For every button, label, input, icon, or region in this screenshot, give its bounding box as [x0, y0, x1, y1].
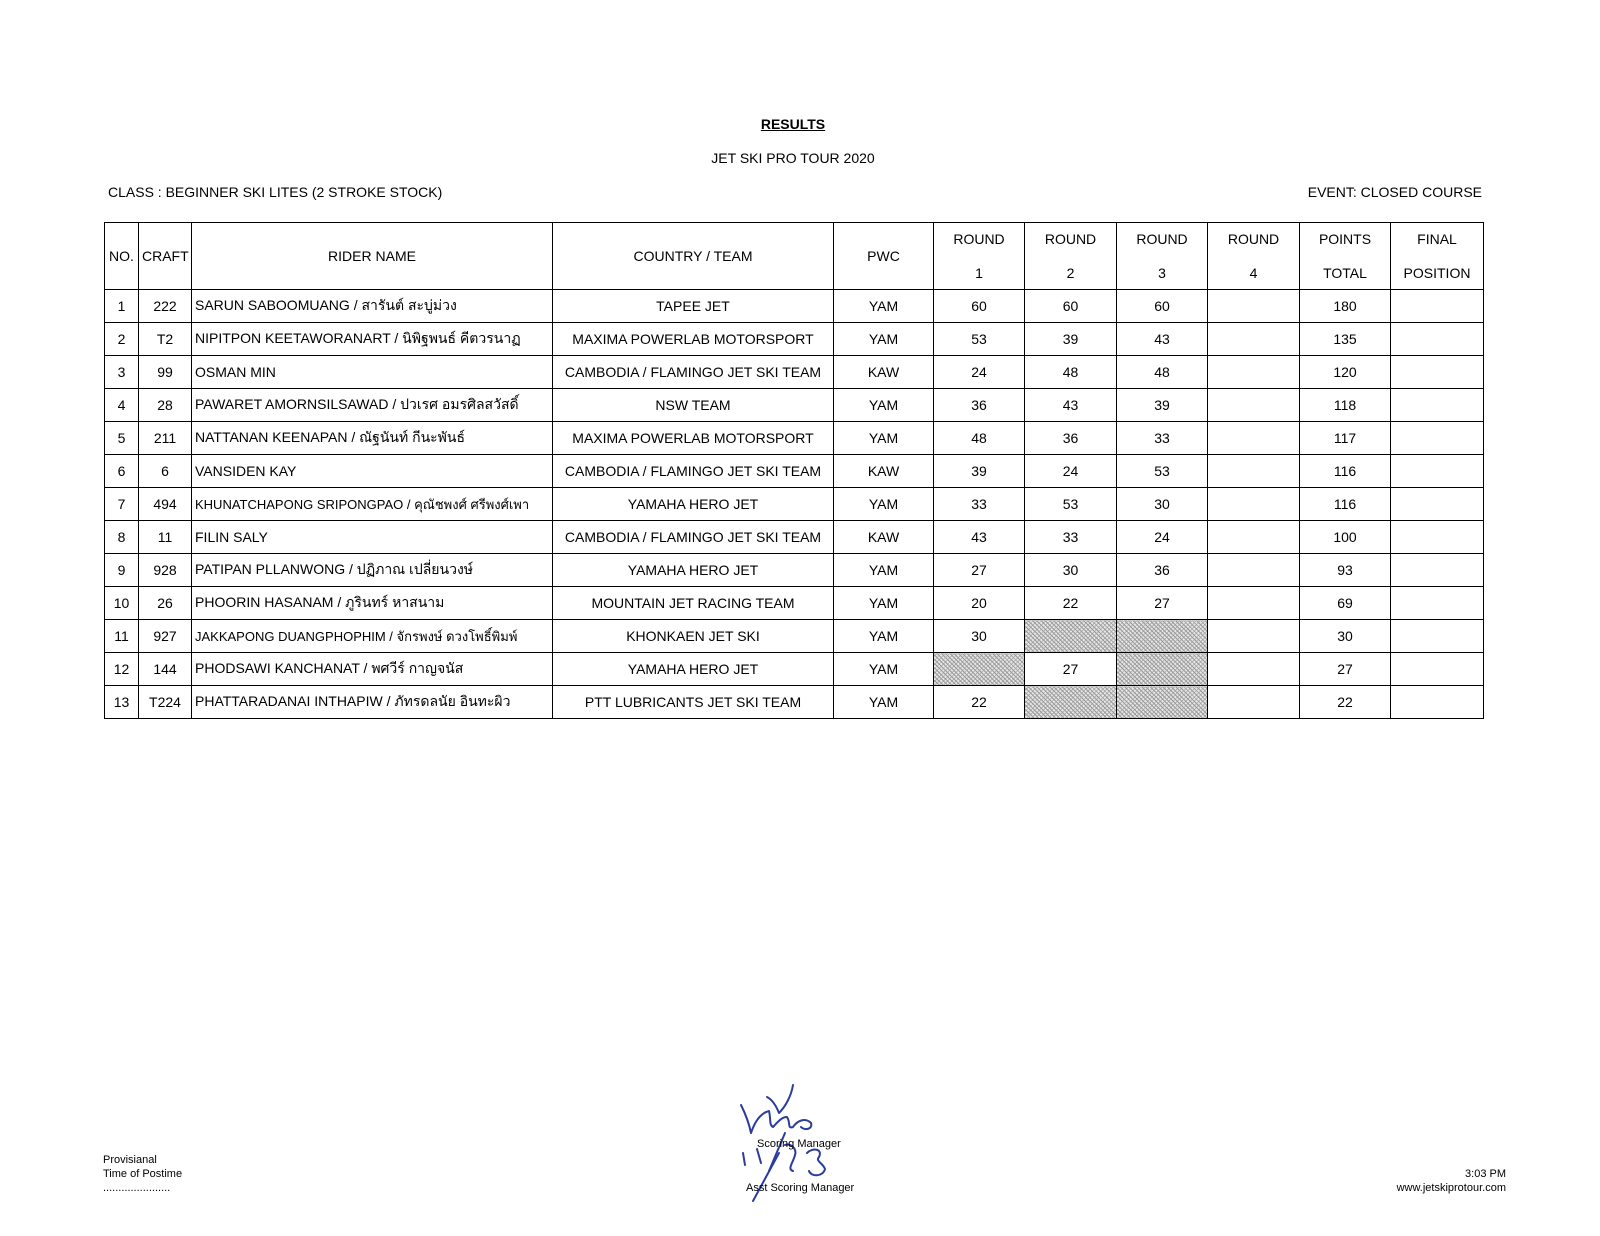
header-round-1-bottom: 1 — [975, 265, 983, 281]
header-rider-name: RIDER NAME — [192, 223, 553, 290]
cell-round-3-no-result — [1117, 620, 1208, 653]
cell-team: MAXIMA POWERLAB MOTORSPORT — [553, 422, 834, 455]
cell-rider-name: PHATTARADANAI INTHAPIW / ภัทรดลนัย อินทะผิว — [192, 686, 553, 719]
cell-round-2: 27 — [1025, 653, 1117, 686]
scoring-manager-label: Scoring Manager — [757, 1138, 841, 1150]
cell-round-2-no-result — [1025, 620, 1117, 653]
cell-round-2: 30 — [1025, 554, 1117, 587]
cell-round-3: 27 — [1117, 587, 1208, 620]
cell-points-total: 116 — [1300, 455, 1391, 488]
provisional-note — [103, 1153, 182, 1195]
cell-points-total: 22 — [1300, 686, 1391, 719]
cell-round-3: 24 — [1117, 521, 1208, 554]
cell-final-position — [1391, 488, 1484, 521]
cell-round-2: 53 — [1025, 488, 1117, 521]
table-row — [105, 488, 1484, 521]
header-final-position — [1391, 223, 1484, 290]
table-row — [105, 323, 1484, 356]
cell-pwc: YAM — [834, 620, 934, 653]
cell-round-1: 30 — [934, 620, 1025, 653]
cell-pwc: YAM — [834, 686, 934, 719]
cell-rider-name: NIPITPON KEETAWORANART / นิพิฐพนธ์ คีตวรนาฏ — [192, 323, 553, 356]
cell-no: 7 — [105, 488, 139, 521]
cell-final-position — [1391, 587, 1484, 620]
cell-round-2: 39 — [1025, 323, 1117, 356]
cell-points-total: 180 — [1300, 290, 1391, 323]
cell-round-2: 33 — [1025, 521, 1117, 554]
cell-craft: 211 — [139, 422, 192, 455]
cell-round-4 — [1208, 686, 1300, 719]
cell-craft: 11 — [139, 521, 192, 554]
provisional-label: Provisianal — [103, 1154, 157, 1166]
header-round-1-top: ROUND — [953, 231, 1005, 247]
cell-final-position — [1391, 620, 1484, 653]
cell-rider-name: PAWARET AMORNSILSAWAD / ปวเรศ อมรศิลสวัสดิ์ — [192, 389, 553, 422]
cell-no: 2 — [105, 323, 139, 356]
website-link[interactable]: www.jetskiprotour.com — [1396, 1182, 1506, 1194]
cell-points-total: 30 — [1300, 620, 1391, 653]
header-round-3 — [1117, 223, 1208, 290]
header-round-3-bottom: 3 — [1158, 265, 1166, 281]
cell-round-3: 30 — [1117, 488, 1208, 521]
cell-round-2: 22 — [1025, 587, 1117, 620]
cell-team: NSW TEAM — [553, 389, 834, 422]
cell-craft: 928 — [139, 554, 192, 587]
cell-round-2: 43 — [1025, 389, 1117, 422]
cell-round-4 — [1208, 323, 1300, 356]
cell-rider-name: KHUNATCHAPONG SRIPONGPAO / คุณัชพงศ์ ศรีพงศ์เพา — [192, 488, 553, 521]
cell-round-1: 43 — [934, 521, 1025, 554]
cell-team: MAXIMA POWERLAB MOTORSPORT — [553, 323, 834, 356]
cell-points-total: 135 — [1300, 323, 1391, 356]
time-of-postime-blank: ...................... — [103, 1182, 171, 1194]
cell-round-4 — [1208, 290, 1300, 323]
cell-rider-name: PATIPAN PLLANWONG / ปฏิภาณ เปลี่ยนวงษ์ — [192, 554, 553, 587]
cell-pwc: YAM — [834, 422, 934, 455]
cell-pwc: YAM — [834, 653, 934, 686]
table-row — [105, 653, 1484, 686]
cell-points-total: 27 — [1300, 653, 1391, 686]
header-final-bottom: POSITION — [1403, 265, 1471, 281]
table-row — [105, 521, 1484, 554]
header-final-top: FINAL — [1417, 231, 1457, 247]
table-row — [105, 686, 1484, 719]
header-pwc: PWC — [834, 223, 934, 290]
cell-round-3-no-result — [1117, 686, 1208, 719]
cell-round-1: 48 — [934, 422, 1025, 455]
cell-round-1: 33 — [934, 488, 1025, 521]
header-round-3-top: ROUND — [1136, 231, 1188, 247]
cell-points-total: 118 — [1300, 389, 1391, 422]
header-round-2 — [1025, 223, 1117, 290]
cell-round-1: 53 — [934, 323, 1025, 356]
cell-round-1-no-result — [934, 653, 1025, 686]
cell-team: YAMAHA HERO JET — [553, 653, 834, 686]
cell-round-3: 39 — [1117, 389, 1208, 422]
cell-final-position — [1391, 554, 1484, 587]
cell-round-4 — [1208, 521, 1300, 554]
cell-rider-name: NATTANAN KEENAPAN / ณัฐนันท์ กีนะพันธ์ — [192, 422, 553, 455]
cell-team: YAMAHA HERO JET — [553, 554, 834, 587]
header-round-4 — [1208, 223, 1300, 290]
cell-no: 5 — [105, 422, 139, 455]
cell-round-2-no-result — [1025, 686, 1117, 719]
header-points-top: POINTS — [1318, 231, 1372, 247]
cell-round-1: 36 — [934, 389, 1025, 422]
header-no: NO. — [105, 223, 139, 290]
cell-craft: 28 — [139, 389, 192, 422]
cell-pwc: YAM — [834, 587, 934, 620]
cell-rider-name: JAKKAPONG DUANGPHOPHIM / จักรพงษ์ ดวงโพธิ์พิมพ์ — [192, 620, 553, 653]
footer-right — [1397, 1167, 1506, 1195]
asst-scoring-manager-label: Asst Scoring Manager — [746, 1182, 855, 1194]
table-row — [105, 587, 1484, 620]
header-row — [105, 223, 1484, 290]
cell-points-total: 116 — [1300, 488, 1391, 521]
time-of-postime-label: Time of Postime — [103, 1168, 183, 1180]
cell-round-1: 24 — [934, 356, 1025, 389]
header-points-total — [1300, 223, 1391, 290]
cell-pwc: YAM — [834, 389, 934, 422]
cell-points-total: 120 — [1300, 356, 1391, 389]
cell-round-4 — [1208, 356, 1300, 389]
cell-no: 12 — [105, 653, 139, 686]
cell-pwc: YAM — [834, 488, 934, 521]
class-label: CLASS : BEGINNER SKI LITES (2 STROKE STOCK) — [108, 184, 443, 200]
table-row — [105, 290, 1484, 323]
cell-pwc: KAW — [834, 521, 934, 554]
cell-final-position — [1391, 290, 1484, 323]
cell-round-1: 39 — [934, 455, 1025, 488]
cell-round-2: 48 — [1025, 356, 1117, 389]
cell-round-2: 24 — [1025, 455, 1117, 488]
cell-round-4 — [1208, 455, 1300, 488]
cell-round-4 — [1208, 488, 1300, 521]
cell-no: 13 — [105, 686, 139, 719]
table-row — [105, 620, 1484, 653]
event-series-title: JET SKI PRO TOUR 2020 — [711, 150, 875, 166]
cell-round-2: 36 — [1025, 422, 1117, 455]
cell-round-3: 48 — [1117, 356, 1208, 389]
cell-team: KHONKAEN JET SKI — [553, 620, 834, 653]
header-country-team: COUNTRY / TEAM — [553, 223, 834, 290]
cell-rider-name: PHODSAWI KANCHANAT / พศวีร์ กาญจนัส — [192, 653, 553, 686]
cell-round-1: 20 — [934, 587, 1025, 620]
cell-team: PTT LUBRICANTS JET SKI TEAM — [553, 686, 834, 719]
print-time: 3:03 PM — [1465, 1168, 1506, 1180]
cell-round-2: 60 — [1025, 290, 1117, 323]
cell-round-3: 43 — [1117, 323, 1208, 356]
table-row — [105, 422, 1484, 455]
cell-round-3: 33 — [1117, 422, 1208, 455]
cell-final-position — [1391, 653, 1484, 686]
cell-round-3: 60 — [1117, 290, 1208, 323]
cell-team: MOUNTAIN JET RACING TEAM — [553, 587, 834, 620]
cell-points-total: 69 — [1300, 587, 1391, 620]
header-points-bottom: TOTAL — [1323, 265, 1367, 281]
table-row — [105, 554, 1484, 587]
cell-rider-name: FILIN SALY — [192, 521, 553, 554]
table-row — [105, 356, 1484, 389]
cell-round-4 — [1208, 587, 1300, 620]
cell-craft: 494 — [139, 488, 192, 521]
cell-no: 4 — [105, 389, 139, 422]
cell-round-1: 22 — [934, 686, 1025, 719]
cell-final-position — [1391, 422, 1484, 455]
cell-final-position — [1391, 389, 1484, 422]
header-round-2-top: ROUND — [1044, 231, 1097, 247]
cell-pwc: YAM — [834, 554, 934, 587]
cell-round-3-no-result — [1117, 653, 1208, 686]
cell-pwc: KAW — [834, 356, 934, 389]
cell-round-1: 27 — [934, 554, 1025, 587]
cell-round-3: 53 — [1117, 455, 1208, 488]
cell-craft: T224 — [139, 686, 192, 719]
cell-round-3: 36 — [1117, 554, 1208, 587]
cell-round-4 — [1208, 422, 1300, 455]
cell-pwc: YAM — [834, 290, 934, 323]
cell-final-position — [1391, 521, 1484, 554]
cell-points-total: 117 — [1300, 422, 1391, 455]
cell-final-position — [1391, 455, 1484, 488]
cell-no: 6 — [105, 455, 139, 488]
cell-rider-name: OSMAN MIN — [192, 356, 553, 389]
cell-no: 1 — [105, 290, 139, 323]
cell-team: CAMBODIA / FLAMINGO JET SKI TEAM — [553, 356, 834, 389]
header-round-4-bottom: 4 — [1249, 265, 1258, 281]
header-round-4-top: ROUND — [1227, 231, 1280, 247]
cell-no: 11 — [105, 620, 139, 653]
event-label: EVENT: CLOSED COURSE — [1307, 184, 1482, 200]
cell-final-position — [1391, 686, 1484, 719]
cell-no: 10 — [105, 587, 139, 620]
results-table — [104, 222, 1484, 719]
cell-final-position — [1391, 356, 1484, 389]
cell-team: YAMAHA HERO JET — [553, 488, 834, 521]
header-round-2-bottom: 2 — [1066, 265, 1075, 281]
cell-no: 8 — [105, 521, 139, 554]
header-round-1 — [934, 223, 1025, 290]
cell-craft: 222 — [139, 290, 192, 323]
cell-craft: T2 — [139, 323, 192, 356]
cell-round-4 — [1208, 653, 1300, 686]
table-row — [105, 389, 1484, 422]
cell-round-1: 60 — [934, 290, 1025, 323]
cell-craft: 99 — [139, 356, 192, 389]
cell-craft: 927 — [139, 620, 192, 653]
cell-craft: 26 — [139, 587, 192, 620]
header-craft: CRAFT — [139, 223, 192, 290]
page-title: RESULTS — [760, 116, 826, 132]
cell-no: 3 — [105, 356, 139, 389]
table-row — [105, 455, 1484, 488]
cell-team: CAMBODIA / FLAMINGO JET SKI TEAM — [553, 521, 834, 554]
cell-rider-name: PHOORIN HASANAM / ภูรินทร์ หาสนาม — [192, 587, 553, 620]
cell-pwc: KAW — [834, 455, 934, 488]
cell-points-total: 93 — [1300, 554, 1391, 587]
cell-team: TAPEE JET — [553, 290, 834, 323]
cell-rider-name: SARUN SABOOMUANG / สารันต์ สะบู่ม่วง — [192, 290, 553, 323]
cell-rider-name: VANSIDEN KAY — [192, 455, 553, 488]
cell-pwc: YAM — [834, 323, 934, 356]
cell-team: CAMBODIA / FLAMINGO JET SKI TEAM — [553, 455, 834, 488]
cell-round-4 — [1208, 554, 1300, 587]
cell-final-position — [1391, 323, 1484, 356]
cell-round-4 — [1208, 389, 1300, 422]
cell-craft: 144 — [139, 653, 192, 686]
cell-no: 9 — [105, 554, 139, 587]
cell-craft: 6 — [139, 455, 192, 488]
cell-points-total: 100 — [1300, 521, 1391, 554]
cell-round-4 — [1208, 620, 1300, 653]
